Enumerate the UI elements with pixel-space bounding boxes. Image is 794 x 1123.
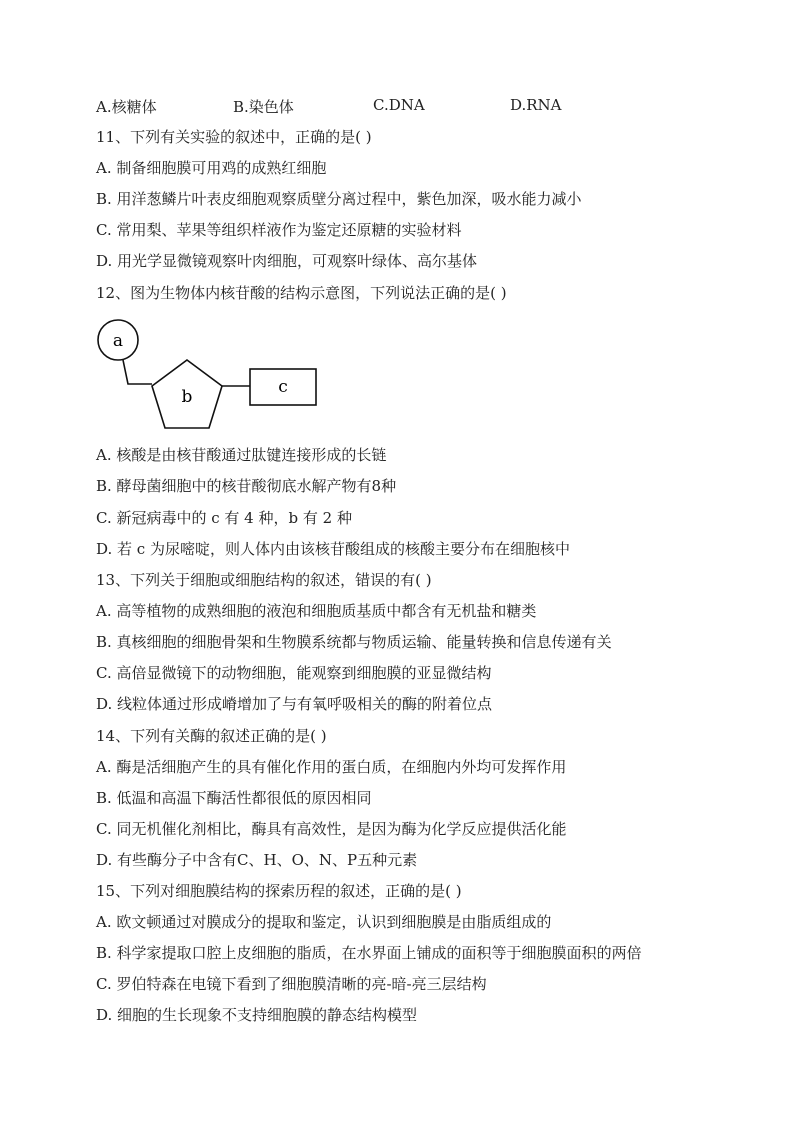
q11-option-c: C. 常用梨、苹果等组织样液作为鉴定还原糖的实验材料 xyxy=(96,221,462,239)
q11-option-d: D. 用光学显微镜观察叶肉细胞，可观察叶绿体、高尔基体 xyxy=(96,252,478,270)
q15-option-d: D. 细胞的生长现象不支持细胞膜的静态结构模型 xyxy=(96,1006,418,1024)
q14-option-c: C. 同无机催化剂相比，酶具有高效性，是因为酶为化学反应提供活化能 xyxy=(96,820,567,838)
q11-option-b: B. 用洋葱鳞片叶表皮细胞观察质壁分离过程中，紫色加深，吸水能力减小 xyxy=(96,190,582,208)
q10-option-b: B.染色体 xyxy=(233,98,294,116)
q14-option-b: B. 低温和高温下酶活性都很低的原因相同 xyxy=(96,789,372,807)
q12-option-d: D. 若 c 为尿嘧啶，则人体内由该核苷酸组成的核酸主要分布在细胞核中 xyxy=(96,540,570,558)
q12-stem: 12、图为生物体内核苷酸的结构示意图，下列说法正确的是( ) xyxy=(96,284,507,302)
q10-option-a: A.核糖体 xyxy=(96,98,157,116)
q15-option-c: C. 罗伯特森在电镜下看到了细胞膜清晰的亮-暗-亮三层结构 xyxy=(96,975,487,993)
label-c: c xyxy=(278,377,288,397)
q14-option-a: A. 酶是活细胞产生的具有催化作用的蛋白质，在细胞内外均可发挥作用 xyxy=(96,758,567,776)
q14-stem: 14、下列有关酶的叙述正确的是( ) xyxy=(96,727,327,745)
label-a: a xyxy=(112,331,124,351)
label-b: b xyxy=(181,387,193,407)
nucleotide-diagram xyxy=(90,316,330,434)
phosphate-bond-line xyxy=(123,360,152,384)
q13-option-a: A. 高等植物的成熟细胞的液泡和细胞质基质中都含有无机盐和糖类 xyxy=(96,602,537,620)
q14-option-d: D. 有些酶分子中含有C、H、O、N、P五种元素 xyxy=(96,851,418,869)
q10-option-d: D.RNA xyxy=(510,96,562,114)
q12-option-a: A. 核酸是由核苷酸通过肽键连接形成的长链 xyxy=(96,446,387,464)
q15-option-b: B. 科学家提取口腔上皮细胞的脂质，在水界面上铺成的面积等于细胞膜面积的两倍 xyxy=(96,944,642,962)
q11-stem: 11、下列有关实验的叙述中，正确的是( ) xyxy=(96,128,372,146)
q10-option-c: C.DNA xyxy=(373,96,425,114)
q10-options xyxy=(96,96,696,116)
q13-option-b: B. 真核细胞的细胞骨架和生物膜系统都与物质运输、能量转换和信息传递有关 xyxy=(96,633,612,651)
q11-option-a: A. 制备细胞膜可用鸡的成熟红细胞 xyxy=(96,159,327,177)
q15-option-a: A. 欧文顿通过对膜成分的提取和鉴定，认识到细胞膜是由脂质组成的 xyxy=(96,913,552,931)
q13-stem: 13、下列关于细胞或细胞结构的叙述，错误的有( ) xyxy=(96,571,432,589)
q15-stem: 15、下列对细胞膜结构的探索历程的叙述，正确的是( ) xyxy=(96,882,462,900)
q13-option-c: C. 高倍显微镜下的动物细胞，能观察到细胞膜的亚显微结构 xyxy=(96,664,492,682)
q12-option-b: B. 酵母菌细胞中的核苷酸彻底水解产物有8种 xyxy=(96,477,397,495)
q13-option-d: D. 线粒体通过形成嵴增加了与有氧呼吸相关的酶的附着位点 xyxy=(96,695,493,713)
q12-option-c: C. 新冠病毒中的 c 有 4 种，b 有 2 种 xyxy=(96,509,352,527)
